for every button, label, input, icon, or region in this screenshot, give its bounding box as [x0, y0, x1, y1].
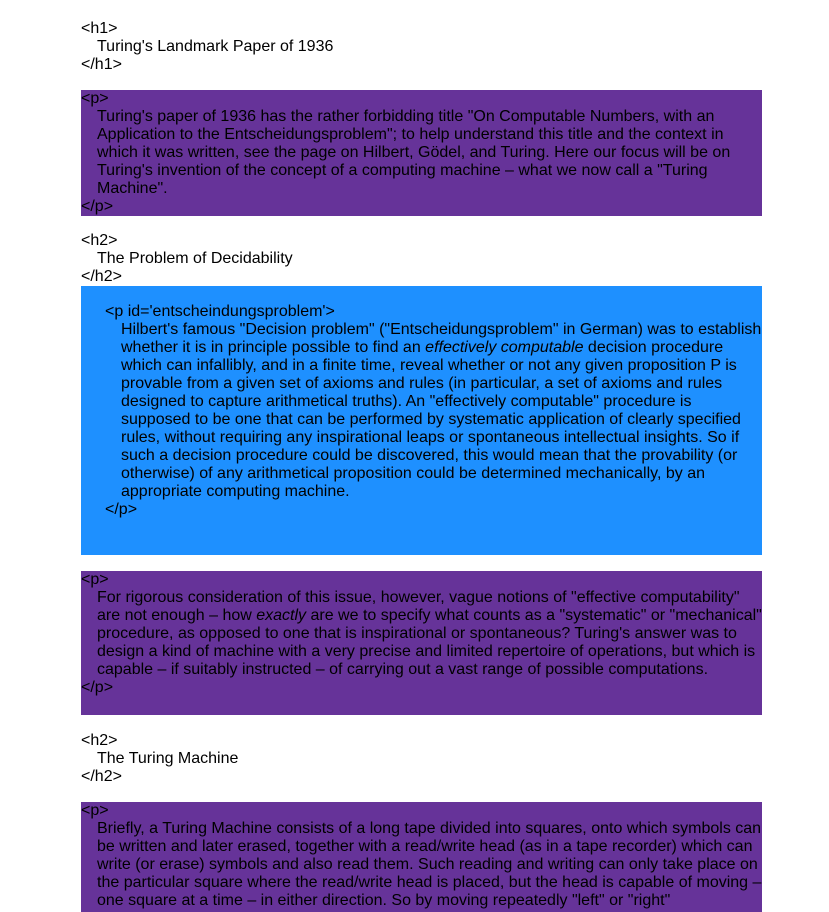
p-open-tag: <p> [81, 90, 109, 107]
h2-close-tag: </h2> [81, 268, 122, 285]
heading-2-turing-machine-block [81, 732, 762, 786]
paragraph-text: Turing's paper of 1936 has the rather forbidding title "On Computable Numbers, with an Application to the Entscheidungsproblem"; to help understand this title and the context in which it was written, see the page on Hilbert, Gödel, and Turing. Here our focus will be on Turing's invention of the concept of a computing machine – what we now call a "Turing Machine". [97, 108, 731, 197]
h1-open-tag: <h1> [81, 20, 118, 37]
paragraph-intro [81, 90, 762, 216]
paragraph-entscheidungsproblem [81, 286, 762, 555]
paragraph-rigorous [81, 571, 762, 715]
h2-open-tag: <h2> [81, 732, 118, 749]
paragraph-turing-machine [81, 802, 762, 912]
paragraph-inner [81, 286, 762, 519]
heading-1-block [81, 20, 762, 74]
p-open-tag: <p id='entscheindungsproblem'> [105, 303, 335, 320]
text-segment: For rigorous consideration of this issue, however, vague notions of "effective computability" are not enough – how [97, 589, 740, 624]
paragraph-text [105, 321, 762, 501]
page-title: Turing's Landmark Paper of 1936 [97, 38, 334, 55]
emphasis-text: effectively computable [425, 339, 584, 356]
section-heading: The Problem of Decidability [97, 250, 293, 267]
text-segment: Hilbert's famous "Decision problem" ("Entscheidungsproblem" in German) was to establish whether it is in principle possible to find an [121, 321, 762, 356]
section-heading: The Turing Machine [97, 750, 239, 767]
paragraph-text: Briefly, a Turing Machine consists of a long tape divided into squares, onto which symbols can be written and later erased, together with a read/write head (as in a tape recorder) which can write (or erase) symbols and also read them. Such reading and writing can only take place on the particular square where the read/write head is placed, but the head is capable of moving – one square at a time – in either direction. So by moving repeatedly "left" or "right" [97, 820, 762, 909]
h1-close-tag: </h1> [81, 56, 122, 73]
h2-close-tag: </h2> [81, 768, 122, 785]
h2-open-tag: <h2> [81, 232, 118, 249]
p-close-tag: </p> [105, 501, 138, 518]
paragraph-text [81, 589, 762, 679]
p-open-tag: <p> [81, 571, 109, 588]
heading-2-decidability-block [81, 232, 762, 286]
p-open-tag: <p> [81, 802, 109, 819]
p-close-tag: </p> [81, 198, 114, 215]
emphasis-text: exactly [256, 607, 307, 624]
text-segment: decision procedure which can infallibly, and in a finite time, reveal whether or not any given proposition P is provable from a given set of axioms and rules (in particular, a set of axioms and rules designed to capture arithmetical truths). An "effectively computable" procedure is supposed to be one that can be performed by systematic application of clearly specified rules, without requiring any inspirational leaps or spontaneous intellectual insights. So if such a decision procedure could be discovered, this would mean that the provability (or otherwise) of any arithmetical proposition could be determined mechanically, by an appropriate computing machine. [121, 339, 741, 500]
text-segment: are we to specify what counts as a "systematic" or "mechanical" procedure, as opposed to one that is inspirational or spontaneous? Turing's answer was to design a kind of machine with a very precise and limited repertoire of operations, but which is capable – if suitably instructed – of carrying out a vast range of possible computations. [97, 607, 762, 678]
p-close-tag: </p> [81, 679, 114, 696]
